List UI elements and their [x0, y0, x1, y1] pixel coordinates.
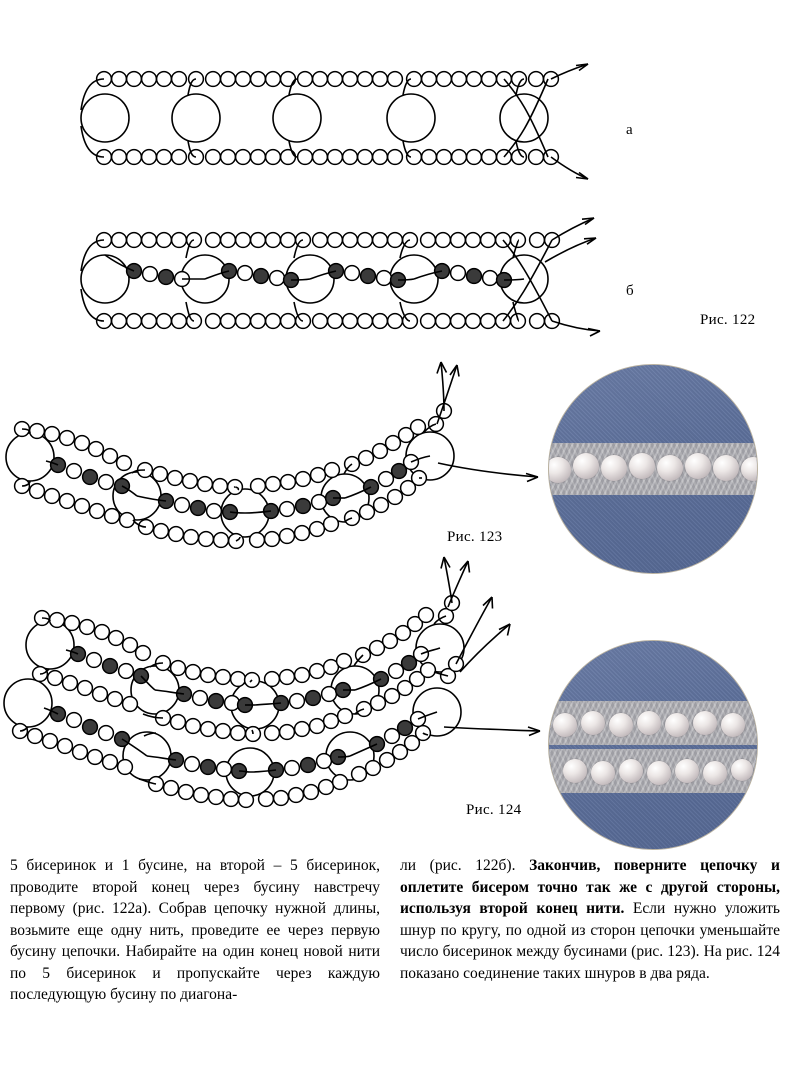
paragraph-right	[400, 855, 780, 984]
label-variant-b: б	[626, 283, 634, 299]
text-bold: Закончив, поверните цепочку и оплетите бисером точно так же с другой стороны, используя второй конец нити.	[400, 857, 780, 917]
fig-124	[4, 557, 540, 807]
fig-122a	[81, 64, 588, 179]
denim-background	[549, 641, 757, 849]
label-variant-a: а	[626, 122, 633, 138]
text-plain-2: Если нужно уложить шнур по кругу, по одной из сторон цепочки уменьшайте число бисеринок между бусинами (рис. 123). На рис. 124 показано соединение таких шнуров в два ряда.	[400, 900, 780, 982]
single-cord-photo	[548, 364, 758, 574]
text-plain-1: ли (рис. 122б).	[400, 857, 530, 874]
label-fig-123: Рис. 123	[447, 529, 503, 545]
fig-123	[6, 362, 538, 548]
text-column-right	[400, 855, 780, 984]
body-text	[0, 855, 800, 1085]
label-fig-124: Рис. 124	[466, 802, 522, 818]
double-cord-photo	[548, 640, 758, 850]
paragraph-left: 5 бисеринок и 1 бусине, на второй – 5 бисеринок, проводите второй конец через бусину навстречу первому (рис. 122а). Собрав цепочку нужной длины, возьмите еще одну нить, проведите ее через первую бусину цепочки. Набирайте на один конец новой нити по 5 бисеринок и пропускайте через каждую последующую бусину по диагона-	[10, 857, 380, 1003]
label-fig-122: Рис. 122	[700, 312, 756, 328]
text-column-left	[10, 855, 380, 1006]
fig-122b	[81, 218, 600, 336]
